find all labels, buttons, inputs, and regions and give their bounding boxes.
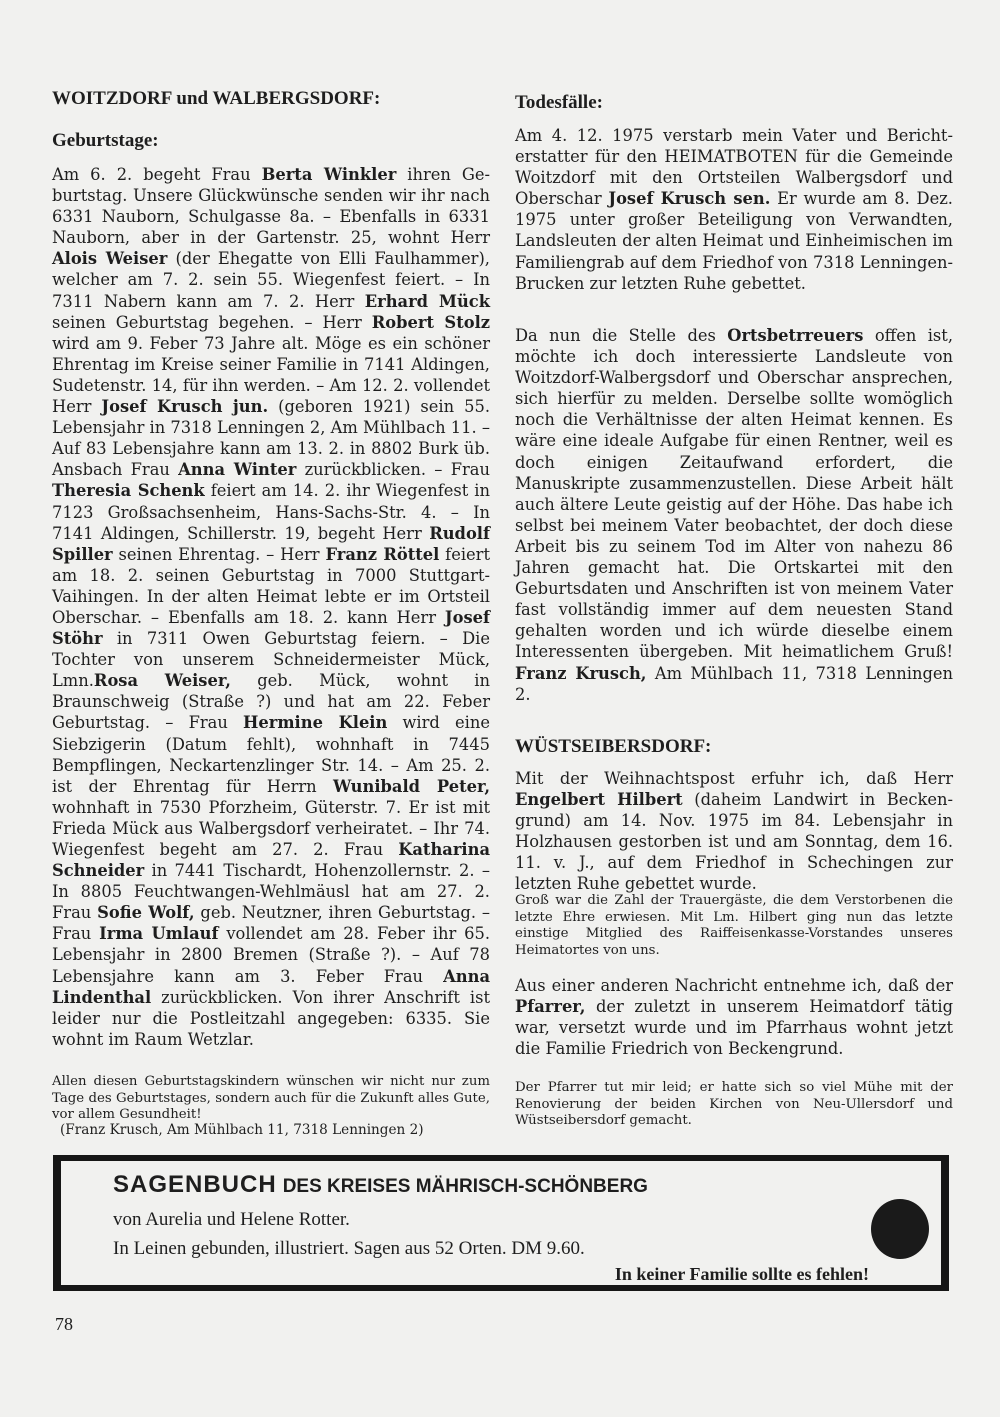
bold-name: Ortsbetrreuers	[727, 326, 864, 345]
text-run: vollendet am 28. Feber ihr 65. Lebensjahr in 2800 Bremen (Straße ?). – Auf 78 Lebensjahre kann am 3. Feber Frau	[52, 924, 491, 986]
text-run: feiert am 14. 2. ihr Wiegenfest in 7123 Großsachsenheim, Hans-Sachs-Str. 4. – In 7141 Aldingen, Schillerstr. 19, begeht Herr	[52, 481, 490, 543]
text-run: zurückblicken. Von ihrer Anschrift ist leider nur die Postleitzahl angegeben: 6335. Sie wohnt im Raum Wetzlar.	[52, 987, 490, 1049]
section-heading-wuestseibersdorf: WÜSTSEIBERSDORF:	[515, 736, 712, 757]
ad-slogan: In keiner Familie sollte es fehlen!	[614, 1264, 869, 1284]
bold-name: Alois Weiser	[52, 249, 168, 269]
text-run: ihren Geburtstag. Unsere Glückwünsche senden wir ihr nach 6331 Nauborn, Schulgasse 8a. – Ebenfalls in 6331 Nauborn, aber in der Gartenstr. 25, wohnt Herr	[52, 165, 491, 248]
caretaker-paragraph	[515, 325, 953, 705]
bold-name: Robert Stolz	[371, 312, 490, 332]
ad-title	[113, 1171, 648, 1199]
bold-name: Josef Krusch jun.	[101, 397, 269, 417]
bold-name: Katharina Schneider	[52, 840, 490, 881]
text-run: Der Pfarrer tut mir leid; er hatte sich so viel Mühe mit der Renovierung der beiden Kirchen von Neu-Ullersdorf und Wüstseibersdorf gemacht.	[515, 1080, 953, 1129]
text-run: Aus einer anderen Nachricht entnehme ich, daß der	[515, 976, 953, 995]
bold-name: Franz Röttel	[325, 544, 440, 564]
text-run: geb. Mück, wohnt in Braunschweig (Straße ?) und hat am 22. Feber Geburtstag. – Frau	[52, 671, 490, 733]
text-run: Mit der Weihnachtspost erfuhr ich, daß Herr	[515, 769, 953, 788]
subheading-geburtstage: Geburtstage:	[52, 130, 159, 151]
text-run: wird eine Siebzigerin (Datum fehlt), wohnhaft in 7445 Bempflingen, Neckartenzlinger Str. 14. – Am 25. 2. ist der Ehrentag für Herrn	[52, 713, 490, 796]
bold-name: Erhard Mück	[364, 291, 490, 311]
book-advertisement	[53, 1155, 949, 1291]
pfarrer-note-paragraph	[515, 1080, 953, 1130]
hilbert-paragraph	[515, 768, 953, 895]
text-run: Er wurde am 8. Dez. 1975 unter großer Beteiligung von Verwandten, Landsleuten der alten Heimat und Einheimischen im Familiengrab auf dem Friedhof von 7318 Lenningen-Brucken zur letzten Ruhe gebettet.	[515, 189, 953, 293]
text-run: zurückblicken. – Frau	[296, 460, 490, 480]
death-paragraph	[515, 125, 953, 294]
text-run: wohnhaft in 7530 Pforzheim, Güterstr. 7. Er ist mit Frieda Mück aus Walbergsdorf verheiratet. – Ihr 74. Wiegenfest begeht am 27. 2. Frau	[52, 797, 490, 859]
text-run: Groß war die Zahl der Trauergäste, die dem Verstorbenen die letzte Ehre erwiesen. Mit Lm. Hilbert ging nun das letzte einstige Mitglied des Raiffeisenkasse-Vorstandes unseres Heimatortes von uns.	[515, 893, 953, 958]
bold-name: Berta Winkler	[261, 165, 397, 184]
text-run: offen ist, möchte ich doch interessierte Landsleute von Woitzdorf-Walbergsdorf und Oberschar ansprechen, sich hierfür zu melden. Derselbe sollte womöglich noch die Verhältnisse der alten Heimat kennen. Es wäre eine ideale Aufgabe für einen Rentner, weil es doch einigen Zeitaufwand erfordert, die Manuskripte zusammenzustellen. Diese Arbeit hält auch ältere Leute geistig auf der Höhe. Das habe ich selbst bei meinem Vater beobachtet, der doch diese Arbeit bis zu seinem Tod im Alter von nahezu 86 Jahren gemacht hat. Die Ortskartei mit den Geburtsdaten und Anschriften ist von meinem Vater fast vollständig immer auf dem neuesten Stand gehalten worden und ich würde dieselbe einem Interessenten übergeben. Mit heimatlichem Gruß!	[515, 326, 954, 662]
subheading-todesfaelle: Todesfälle:	[515, 92, 603, 113]
text-run: Da nun die Stelle des	[515, 326, 728, 345]
text-run: (daheim Landwirt in Beckengrund) am 14. Nov. 1975 im 84. Lebensjahr in Holzhausen gestorben ist und am Sonntag, dem 16. 11. v. J., auf dem Friedhof in Schechingen zur letzten Ruhe gebettet wurde.	[515, 790, 953, 894]
bold-name: Hermine Klein	[243, 713, 388, 733]
signature: (Franz Krusch, Am Mühlbach 11, 7318 Lenningen 2)	[60, 1122, 424, 1138]
ad-details: In Leinen gebunden, illustriert. Sagen aus 52 Orten. DM 9.60.	[113, 1238, 585, 1259]
bold-name: Franz Krusch,	[515, 663, 647, 683]
text-run: geb. Neutzner, ihren Geburtstag. – Frau	[52, 903, 491, 944]
mourners-paragraph	[515, 893, 953, 959]
bold-name: Sofie Wolf,	[97, 903, 195, 923]
bold-name: Pfarrer,	[515, 997, 586, 1017]
ad-authors: von Aurelia und Helene Rotter.	[113, 1209, 350, 1230]
pfarrer-paragraph	[515, 975, 953, 1059]
page-number: 78	[55, 1314, 73, 1334]
text-run: Allen diesen Geburtstagskindern wünschen wir nicht nur zum Tage des Geburtstages, sondern auch für die Zukunft alles Gute, vor allem Gesundheit!	[52, 1074, 490, 1123]
text-run: in 7441 Tischardt, Hohenzollernstr. 2. – In 8805 Feuchtwangen-Wehlmäusl hat am 27. 2. Frau	[52, 861, 490, 923]
text-run: seinen Ehrentag. – Herr	[112, 544, 326, 564]
bold-name: Irma Umlauf	[99, 924, 219, 944]
text-run: in 7311 Owen Geburtstag feiern. – Die Tochter von unserem Schneidermeister Mück, Lmn.	[52, 629, 490, 691]
ad-circle-emblem-icon	[871, 1199, 929, 1259]
text-run: feiert am 18. 2. seinen Geburtstag in 7000 Stuttgart-Vaihingen. In der alten Heimat lebte er im Ortsteil Oberschar. – Ebenfalls am 18. 2. kann Herr	[52, 544, 490, 627]
text-run: Am Mühlbach 11, 7318 Lenningen 2.	[515, 663, 953, 704]
ad-title-rest: DES KREISES MÄHRISCH-SCHÖNBERG	[282, 1176, 648, 1197]
bold-name: Rosa Weiser,	[93, 671, 231, 691]
text-run: Am 6. 2. begeht Frau	[52, 165, 262, 184]
text-run: Am 4. 12. 1975 verstarb mein Vater und Berichterstatter für den HEIMATBOTEN für die Gemeinde Woitzdorf mit den Ortsteilen Walbergsdorf und Oberschar	[515, 126, 953, 209]
text-run: (geboren 1921) sein 55. Lebensjahr in 7318 Lenningen 2, Am Mühlbach 11. – Auf 83 Lebensjahre kann am 13. 2. in 8802 Burk üb. Ansbach Frau	[52, 397, 490, 480]
text-run: der zuletzt in unserem Heimatdorf tätig war, versetzt wurde und im Pfarrhaus wohnt jetzt die Familie Friedrich von Beckengrund.	[515, 997, 953, 1059]
bold-name: Josef Stöhr	[52, 607, 490, 649]
birthday-wishes-paragraph	[52, 1074, 490, 1124]
birthday-paragraph	[52, 164, 490, 1050]
bold-name: Wunibald Peter,	[333, 776, 491, 796]
text-run: seinen Geburtstag begehen. – Herr	[52, 312, 372, 332]
bold-name: Rudolf Spiller	[52, 523, 490, 564]
bold-name: Theresia Schenk	[52, 481, 205, 501]
bold-name: Anna Lindenthal	[52, 966, 490, 1007]
text-run: (der Ehegatte von Elli Faulhammer), welcher am 7. 2. sein 55. Wiegenfest feiert. – In 7311 Nabern kann am 7. 2. Herr	[52, 249, 490, 311]
ad-title-main: SAGENBUCH	[113, 1171, 277, 1198]
bold-name: Josef Krusch sen.	[608, 189, 771, 209]
text-run: wird am 9. Feber 73 Jahre alt. Möge es ein schöner Ehrentag im Kreise seiner Familie in 7141 Aldingen, Sudetenstr. 14, für ihn werden. – Am 12. 2. vollendet Herr	[52, 333, 490, 417]
bold-name: Engelbert Hilbert	[515, 790, 683, 810]
bold-name: Anna Winter	[178, 460, 297, 480]
section-heading-woitzdorf: WOITZDORF und WALBERGSDORF:	[52, 88, 381, 109]
